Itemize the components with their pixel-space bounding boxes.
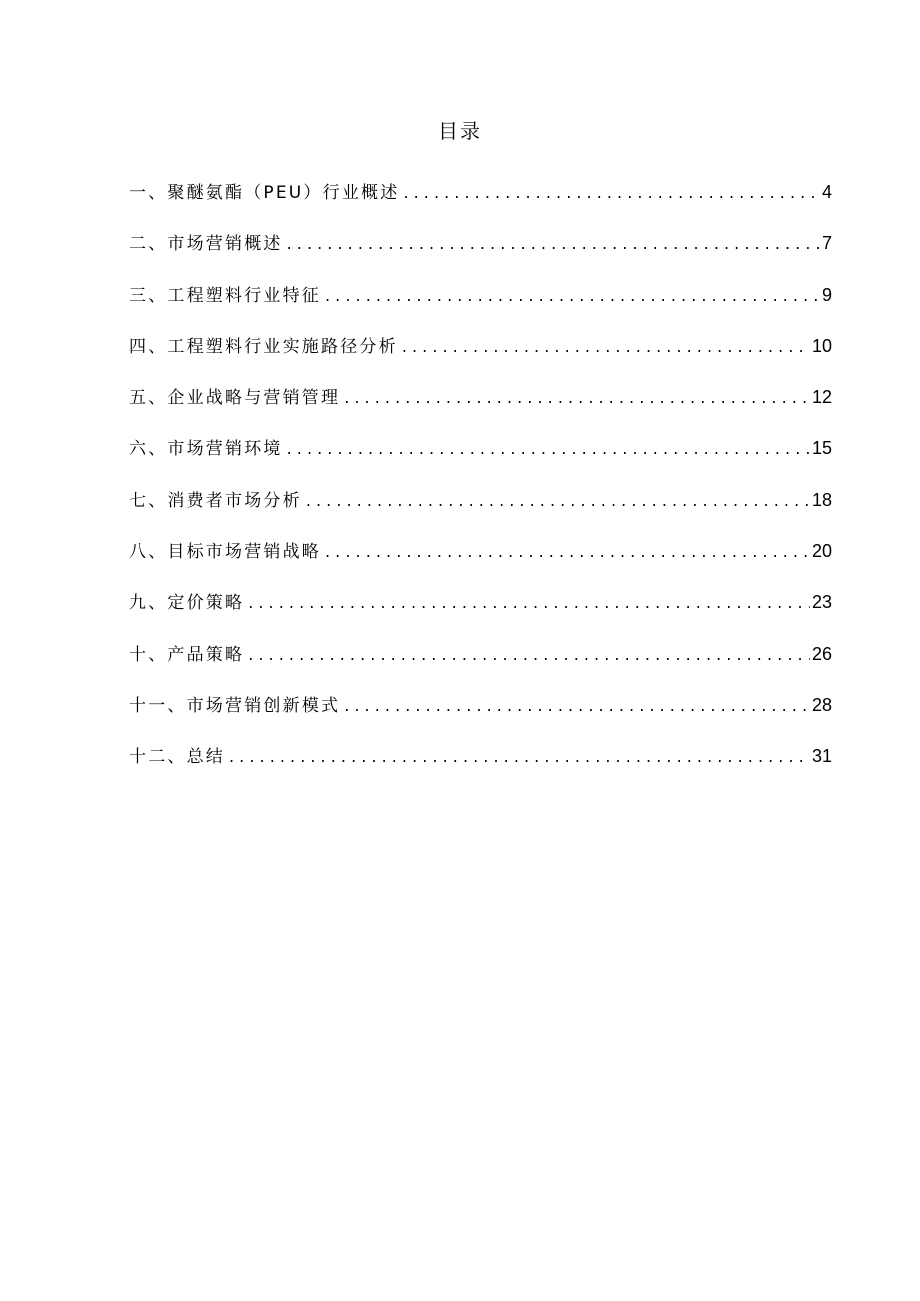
toc-leader-dots [399, 177, 820, 209]
toc-leader-dots [340, 382, 810, 414]
toc-entry-page: 4 [821, 182, 832, 202]
toc-entry-text: 八、目标市场营销战略 [129, 542, 321, 563]
toc-leader-dots [225, 741, 810, 773]
toc-leader-dots [321, 536, 810, 568]
toc-entry-page: 23 [811, 592, 832, 613]
toc-title: 目录 [438, 119, 482, 143]
toc-leader-dots [244, 639, 810, 671]
toc-entry-text: 六、市场营销环境 [129, 439, 283, 460]
toc-entry-text: 四、工程塑料行业实施路径分析 [129, 336, 398, 357]
toc-leader-dots [283, 228, 820, 260]
toc-entry-text: 一、聚醚氨酯（PEU）行业概述 [129, 183, 400, 203]
toc-entry[interactable] [129, 279, 832, 330]
toc-leader-dots [302, 485, 810, 517]
toc-entry-page: 31 [811, 746, 832, 767]
toc-entry-text: 二、市场营销概述 [129, 234, 283, 255]
toc-entry[interactable] [129, 638, 832, 689]
toc-leader-dots [321, 280, 820, 312]
toc-leader-dots [244, 587, 810, 619]
toc-entry[interactable] [129, 432, 832, 483]
toc-entry-text: 九、定价策略 [129, 593, 245, 614]
toc-entry-page: 20 [811, 541, 832, 562]
toc-entry-page: 10 [811, 335, 832, 356]
toc-leader-dots [283, 433, 810, 465]
toc-entry-text: 五、企业战略与营销管理 [129, 388, 341, 409]
toc-leader-dots [340, 690, 810, 722]
toc-entry[interactable] [129, 689, 832, 740]
toc-entry[interactable] [129, 740, 832, 791]
toc-entry[interactable] [129, 330, 832, 381]
toc-entry-page: 15 [811, 438, 832, 459]
toc-entry-page: 9 [821, 284, 832, 305]
toc-entry-text: 三、工程塑料行业特征 [129, 285, 321, 306]
toc-leader-dots [398, 331, 810, 363]
toc-entry-page: 7 [821, 233, 832, 254]
toc-entry-text: 十二、总结 [129, 747, 225, 768]
toc-entry-text: 七、消费者市场分析 [129, 490, 302, 511]
toc-entry-page: 28 [811, 694, 832, 715]
toc-entry[interactable] [129, 586, 832, 637]
toc-entry-page: 18 [811, 489, 832, 510]
toc-entry[interactable] [129, 227, 832, 278]
toc-entry[interactable] [129, 381, 832, 432]
table-of-contents [129, 176, 832, 792]
toc-entry[interactable] [129, 535, 832, 586]
toc-entry-text: 十、产品策略 [129, 644, 245, 665]
toc-entry-page: 26 [811, 643, 832, 664]
toc-entry-page: 12 [811, 387, 832, 408]
toc-entry-text: 十一、市场营销创新模式 [129, 695, 341, 716]
toc-entry[interactable] [129, 484, 832, 535]
toc-entry[interactable] [129, 176, 832, 227]
